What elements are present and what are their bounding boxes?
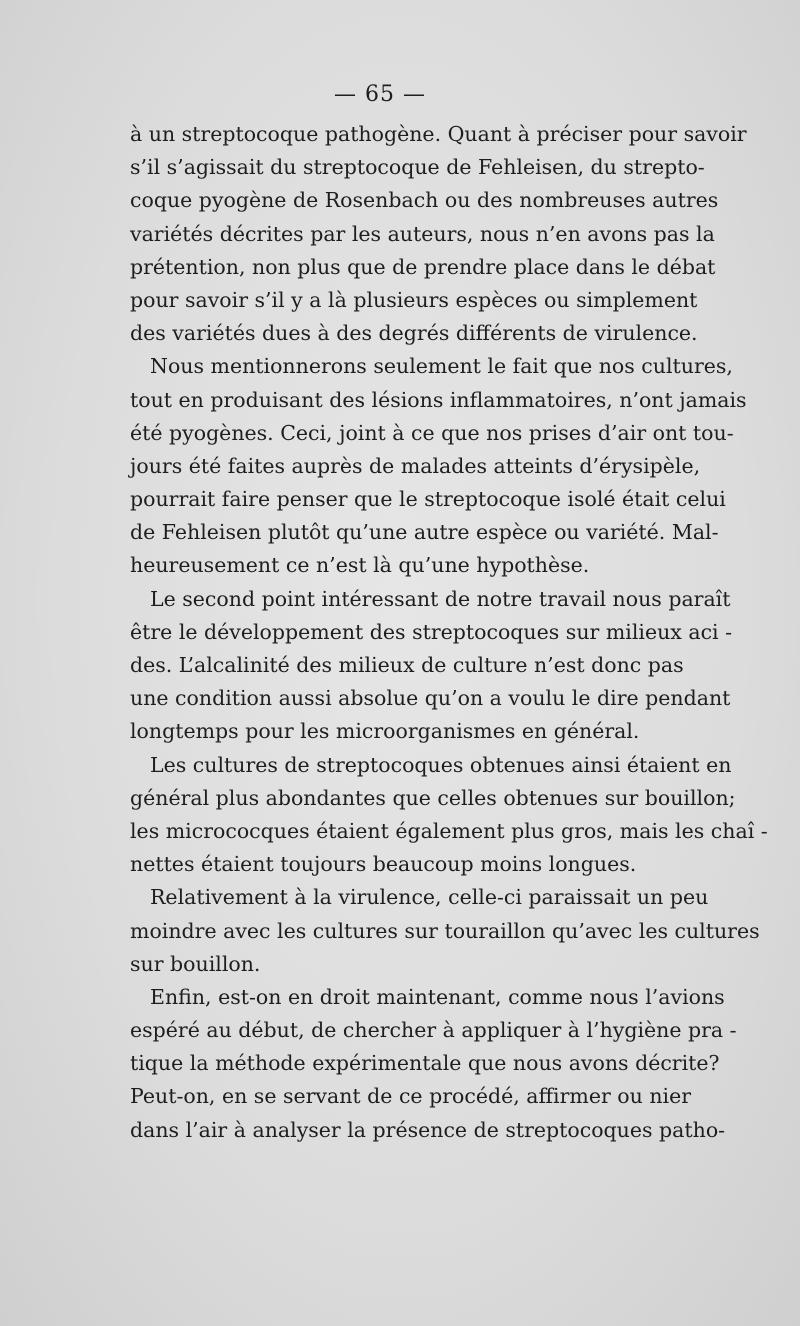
text-line: Peut-on, en se servant de ce procédé, affirmer ou nier [130, 1084, 692, 1109]
text-line: Relativement à la virulence, celle-ci paraissait un peu [150, 885, 709, 910]
text-line: heureusement ce n’est là qu’une hypothèse. [130, 553, 590, 578]
text-line: longtemps pour les microorganismes en général. [130, 719, 640, 744]
text-line: pour savoir s’il y a là plusieurs espèces ou simplement [130, 287, 698, 312]
text-line: à un streptocoque pathogène. Quant à préciser pour savoir [130, 122, 747, 146]
body-text [130, 118, 768, 1147]
text-line: s’il s’agissait du streptocoque de Fehleisen, du strepto- [130, 155, 705, 180]
text-line: les micrococques étaient également plus gros, mais les chaî - [130, 818, 768, 843]
text-line: Enfin, est-on en droit maintenant, comme nous l’avions [150, 984, 725, 1009]
text-line: général plus abondantes que celles obtenues sur bouillon; [130, 785, 736, 810]
text-line: été pyogènes. Ceci, joint à ce que nos prises d’air ont tou- [130, 420, 734, 445]
text-line: pourrait faire penser que le streptocoque isolé était celui [130, 487, 726, 512]
text-line: être le développement des streptocoques sur milieux aci - [130, 619, 733, 644]
text-line: une condition aussi absolue qu’on a voulu le dire pendant [130, 686, 731, 711]
page-number: — 65 — [334, 82, 426, 107]
text-line: des. L’alcalinité des milieux de culture n’est donc pas [130, 653, 684, 677]
text-line: Le second point intéressant de notre travail nous paraît [150, 586, 731, 611]
text-line: espéré au début, de chercher à appliquer à l’hygiène pra - [130, 1018, 737, 1043]
text-line: dans l’air à analyser la présence de streptocoques patho- [130, 1117, 726, 1142]
text-line: variétés décrites par les auteurs, nous n’en avons pas la [130, 221, 715, 246]
text-line: de Fehleisen plutôt qu’une autre espèce ou variété. Mal- [130, 520, 719, 545]
text-line: sur bouillon. [130, 951, 261, 976]
text-line: coque pyogène de Rosenbach ou des nombreuses autres [130, 188, 719, 213]
text-line: tout en produisant des lésions inflammatoires, n’ont jamais [130, 387, 747, 412]
text-line: Nous mentionnerons seulement le fait que nos cultures, [150, 354, 733, 379]
text-line: nettes étaient toujours beaucoup moins longues. [130, 852, 637, 877]
text-line: des variétés dues à des degrés différents de virulence. [130, 321, 698, 346]
text-line: jours été faites auprès de malades atteints d’érysipèle, [130, 453, 701, 478]
text-line: Les cultures de streptocoques obtenues ainsi étaient en [150, 752, 732, 777]
text-line: prétention, non plus que de prendre place dans le débat [130, 254, 716, 279]
text-line: tique la méthode expérimentale que nous avons décrite? [130, 1051, 720, 1076]
text-line: moindre avec les cultures sur touraillon qu’avec les cultures [130, 918, 760, 943]
